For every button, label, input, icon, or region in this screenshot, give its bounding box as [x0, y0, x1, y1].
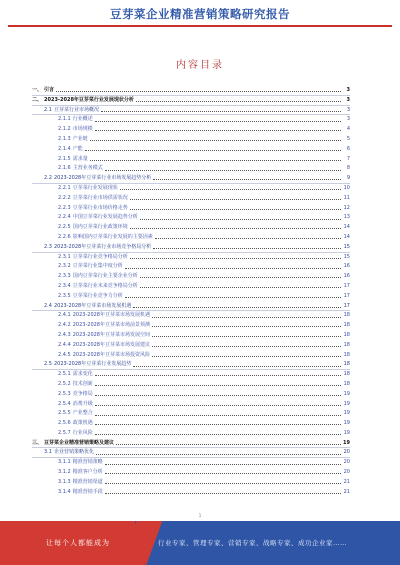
toc-dot-leader [95, 385, 341, 386]
toc-entry[interactable] [32, 106, 350, 116]
toc-entry-title: 产能 [72, 145, 83, 152]
toc-dot-leader [140, 277, 341, 278]
toc-entry-page: 3 [346, 87, 350, 93]
toc-entry-number: 2.5.3 [58, 390, 71, 397]
toc-entry[interactable] [32, 282, 350, 292]
toc-entry-page: 21 [343, 488, 350, 495]
toc-entry[interactable] [32, 302, 350, 312]
toc-dot-leader [140, 219, 341, 220]
toc-entry-number: 3.1.3 [58, 478, 71, 485]
toc-entry[interactable] [32, 243, 350, 253]
toc-entry-page: 17 [343, 292, 350, 299]
toc-entry-page: 18 [343, 351, 350, 358]
toc-entry-number: 2.5.2 [58, 380, 71, 387]
toc-dot-leader [153, 179, 341, 180]
toc-entry-page: 3 [346, 96, 350, 103]
toc-entry-title: 中国豆芽菜行业发展趋势分析 [72, 214, 138, 221]
toc-entry[interactable] [32, 419, 350, 429]
toc-entry-title: 豆芽菜行业发展现状 [72, 184, 118, 191]
toc-entry[interactable] [32, 164, 350, 174]
toc-entry-title: 产业整合 [72, 410, 93, 417]
toc-entry-page: 14 [343, 224, 350, 231]
toc-dot-leader [133, 307, 341, 308]
toc-entry-number: 2.4.5 [58, 351, 71, 358]
toc-entry-number: 2.5 [44, 361, 52, 368]
toc-entry[interactable] [32, 115, 350, 125]
toc-entry-number: 2.4.2 [58, 322, 71, 329]
toc-entry-title: 市场规模 [72, 126, 93, 133]
toc-entry[interactable] [32, 400, 350, 410]
toc-dot-leader [136, 101, 341, 102]
toc-entry-title: 2023-2028年豆芽菜市场前景预测 [72, 322, 150, 329]
toc-entry-title: 豆芽菜行业市场概况 [53, 106, 99, 113]
toc-dot-leader [130, 199, 341, 200]
toc-entry-title: 豆芽菜行业未来竞争格局分析 [72, 282, 138, 289]
toc-entry-page: 19 [343, 439, 350, 446]
toc-entry-title: 豆芽菜行业市场价格走势 [72, 204, 128, 211]
toc-entry-page: 18 [343, 322, 350, 329]
toc-entry-page: 3 [346, 116, 350, 123]
toc-dot-leader [95, 405, 341, 406]
toc-entry-page: 7 [346, 155, 350, 162]
toc-entry-title: 2023-2028年豆芽菜市场发展建议 [72, 341, 150, 348]
toc-entry-number: 2.3.2 [58, 263, 71, 270]
toc-entry-number: 3.1.1 [58, 459, 71, 466]
toc-dot-leader [105, 493, 341, 494]
toc-dot-leader [96, 454, 341, 455]
toc-dot-leader [125, 268, 341, 269]
toc-entry-number: 2.5.7 [58, 429, 71, 436]
toc-entry-number: 2.3.1 [58, 253, 71, 260]
toc-entry[interactable] [32, 360, 350, 370]
toc-entry-title: 2023-2028年豆芽菜市场发展空间 [72, 331, 150, 338]
toc-dot-leader [90, 160, 341, 161]
toc-entry[interactable] [32, 194, 350, 204]
report-title: 豆芽菜企业精准营销策略研究报告 [110, 7, 290, 21]
toc-entry[interactable] [32, 233, 350, 243]
toc-entry-page: 14 [343, 233, 350, 240]
toc-entry-number: 一、 [32, 87, 43, 93]
toc-entry[interactable] [32, 380, 350, 390]
toc-entry-page: 15 [343, 243, 350, 250]
toc-dot-leader [152, 317, 341, 318]
toc-entry-page: 16 [343, 263, 350, 270]
toc-entry[interactable] [32, 223, 350, 233]
toc-dot-leader [95, 395, 341, 396]
toc-entry-title: 国内豆芽菜行业政策环境 [72, 224, 128, 231]
toc-dot-leader [90, 140, 341, 141]
toc-entry-number: 2.5.6 [58, 420, 71, 427]
toc-entry-title: 消费升级 [72, 400, 93, 407]
toc-entry-number: 2.5.4 [58, 400, 71, 407]
toc-entry-page: 21 [343, 478, 350, 485]
toc-entry-number: 2.4.3 [58, 331, 71, 338]
toc-entry-number: 2.2.5 [58, 224, 71, 231]
toc-entry[interactable] [32, 135, 350, 145]
toc-dot-leader [130, 228, 341, 229]
toc-dot-leader [153, 248, 341, 249]
toc-entry-page: 4 [346, 126, 350, 133]
toc-entry-number: 2.2.1 [58, 184, 71, 191]
toc-entry-number: 2.3.5 [58, 292, 71, 299]
toc-entry-title: 企业营销策略优化 [53, 449, 94, 456]
toc-entry-page: 8 [346, 165, 350, 172]
toc-entry-title: 2023-2028年豆芽菜市场投资风险 [72, 351, 150, 358]
toc-entry[interactable] [32, 370, 350, 380]
toc-dot-leader [155, 238, 341, 239]
toc-entry-page: 17 [343, 302, 350, 309]
toc-dot-leader [105, 473, 341, 474]
toc-entry-page: 18 [343, 380, 350, 387]
toc-entry-number: 2.3.3 [58, 273, 71, 280]
toc-entry[interactable] [32, 272, 350, 282]
toc-entry-title: 豆芽菜行业市场供需状况 [72, 194, 128, 201]
toc-entry-number: 2.1.2 [58, 126, 71, 133]
toc-entry-page: 13 [343, 214, 350, 221]
toc-entry-number: 2.1.3 [58, 135, 71, 142]
toc-entry-page: 18 [343, 361, 350, 368]
toc-entry-title: 2023-2028年豆芽菜行业发展趋势 [53, 361, 132, 368]
toc-entry-page: 11 [343, 194, 350, 201]
toc-dot-leader [152, 346, 341, 347]
toc-entry[interactable] [32, 174, 350, 184]
toc-dot-leader [116, 444, 341, 445]
toc-entry-title: 产业链 [72, 135, 88, 142]
header-divider [8, 25, 392, 27]
toc-entry-page: 3 [346, 106, 350, 113]
toc-entry-title: 需求变化 [72, 371, 93, 378]
toc-entry-number: 2.2 [44, 175, 52, 182]
toc-entry[interactable] [32, 204, 350, 214]
toc-entry-page: 16 [343, 273, 350, 280]
toc-entry-page: 20 [343, 449, 350, 456]
toc-entry-title: 政策机遇 [72, 420, 93, 427]
toc-entry-page: 15 [343, 253, 350, 260]
toc-heading: 内容目录 [176, 60, 224, 71]
toc-entry[interactable] [32, 184, 350, 194]
toc-dot-leader [105, 483, 341, 484]
toc-entry[interactable] [32, 478, 350, 488]
toc-entry-page: 19 [343, 400, 350, 407]
toc-entry[interactable] [32, 429, 350, 439]
toc-entry-number: 2.1.4 [58, 145, 71, 152]
toc-entry[interactable] [32, 390, 350, 400]
toc-entry-title: 影响国内豆芽菜行业发展的主要因素 [72, 233, 153, 240]
toc-entry[interactable] [32, 311, 350, 321]
toc-entry-title: 精准营销手段 [72, 488, 103, 495]
toc-entry-page: 18 [343, 371, 350, 378]
toc-dot-leader [125, 297, 341, 298]
toc-entry-page: 18 [343, 312, 350, 319]
toc-dot-leader [140, 287, 341, 288]
toc-entry-page: 20 [343, 469, 350, 476]
toc-entry-page: 9 [346, 175, 350, 182]
toc-entry-page: 19 [343, 429, 350, 436]
toc-dot-leader [95, 434, 341, 435]
toc-entry[interactable] [32, 321, 350, 331]
toc-entry[interactable] [32, 125, 350, 135]
toc-entry-title: 行业概述 [72, 116, 93, 123]
toc-entry-number: 2.1.1 [58, 116, 71, 123]
footer-tagline: 行业专家、管理专家、营销专家、战略专家、成功企业家…… [158, 539, 347, 547]
toc-dot-leader [133, 366, 341, 367]
page-number: 1 [198, 513, 202, 518]
toc-entry[interactable] [32, 458, 350, 468]
toc-entry-title: 引言 [44, 87, 55, 93]
toc-dot-leader [101, 111, 341, 112]
toc-entry-number: 二、 [32, 96, 43, 103]
toc-entry[interactable] [32, 448, 350, 458]
toc-entry-number: 2.5.1 [58, 371, 71, 378]
toc-entry-page: 12 [343, 204, 350, 211]
toc-dot-leader [152, 336, 341, 337]
toc-dot-leader [120, 189, 341, 190]
toc-entry-number: 3.1 [44, 449, 52, 456]
toc-entry-number: 2.1 [44, 106, 52, 113]
toc-entry-number: 2.1.6 [58, 165, 71, 172]
toc-entry[interactable] [32, 86, 350, 96]
toc-entry-title: 行业风险 [72, 429, 93, 436]
toc-dot-leader [85, 150, 341, 151]
report-header [0, 0, 400, 27]
toc-entry[interactable] [32, 488, 350, 498]
table-of-contents [32, 86, 350, 497]
toc-entry[interactable] [32, 155, 350, 165]
toc-entry-title: 2023-2028年豆芽菜市场发展机遇 [72, 312, 150, 319]
toc-entry-title: 竞争格局 [72, 390, 93, 397]
toc-entry-number: 2.4 [44, 302, 52, 309]
toc-entry-title: 2023-2028年豆芽菜行业市场发展趋势分析 [53, 175, 152, 182]
toc-dot-leader [105, 464, 341, 465]
toc-entry-title: 主营业务模式 [72, 165, 103, 172]
toc-entry-page: 18 [343, 331, 350, 338]
toc-dot-leader [152, 356, 341, 357]
toc-entry[interactable] [32, 96, 350, 106]
toc-entry-number: 3.1.4 [58, 488, 71, 495]
toc-entry-title: 2023-2028年豆芽菜市场发展机遇 [53, 302, 132, 309]
toc-dot-leader [95, 130, 341, 131]
toc-entry[interactable] [32, 292, 350, 302]
toc-entry-number: 2.5.5 [58, 410, 71, 417]
toc-dot-leader [95, 415, 341, 416]
toc-entry-page: 17 [343, 282, 350, 289]
toc-entry[interactable] [32, 331, 350, 341]
toc-dot-leader [95, 424, 341, 425]
toc-entry[interactable] [32, 262, 350, 272]
toc-dot-leader [105, 170, 341, 171]
toc-entry-number: 2.2.4 [58, 214, 71, 221]
toc-entry-title: 豆芽菜企业精准营销策略及建议 [44, 439, 115, 446]
toc-entry-page: 20 [343, 459, 350, 466]
toc-entry-title: 技术创新 [72, 380, 93, 387]
toc-entry-number: 2.3.4 [58, 282, 71, 289]
toc-entry-title: 豆芽菜行业竞争力分析 [72, 292, 123, 299]
toc-dot-leader [56, 91, 341, 92]
toc-entry-title: 精准营销策略 [72, 459, 103, 466]
toc-entry-number: 2.2.3 [58, 204, 71, 211]
toc-entry-title: 国内豆芽菜行业主要企业分析 [72, 273, 138, 280]
toc-entry[interactable] [32, 145, 350, 155]
toc-entry-title: 2023-2028年豆芽菜行业发展现状分析 [44, 96, 134, 103]
toc-entry-page: 19 [343, 390, 350, 397]
footer-banner [0, 521, 400, 565]
toc-entry-page: 19 [343, 420, 350, 427]
toc-dot-leader [152, 326, 341, 327]
toc-entry[interactable] [32, 213, 350, 223]
footer-slogan: 让每个人都能成为 [46, 539, 110, 547]
toc-dot-leader [130, 209, 341, 210]
toc-entry-title: 精准营销渠道 [72, 478, 103, 485]
toc-entry-page: 6 [346, 145, 350, 152]
toc-entry-number: 2.2.6 [58, 233, 71, 240]
toc-entry-number: 2.4.1 [58, 312, 71, 319]
toc-entry[interactable] [32, 351, 350, 361]
toc-dot-leader [95, 121, 341, 122]
toc-entry-number: 2.4.4 [58, 341, 71, 348]
toc-entry-number: 2.3 [44, 243, 52, 250]
toc-entry[interactable] [32, 409, 350, 419]
toc-entry[interactable] [32, 468, 350, 478]
toc-entry-page: 19 [343, 410, 350, 417]
toc-entry-number: 2.1.5 [58, 155, 71, 162]
toc-entry[interactable] [32, 253, 350, 263]
toc-entry-page: 18 [343, 341, 350, 348]
toc-entry-title: 豆芽菜行业集中度分析 [72, 263, 123, 270]
toc-entry-title: 精准客户分析 [72, 469, 103, 476]
toc-entry-number: 三、 [32, 439, 43, 446]
toc-entry-title: 2023-2028年豆芽菜行业市场竞争格局分析 [53, 243, 152, 250]
toc-entry-page: 5 [346, 135, 350, 142]
toc-entry-title: 需求量 [72, 155, 88, 162]
toc-entry[interactable] [32, 439, 350, 449]
toc-entry[interactable] [32, 341, 350, 351]
toc-entry-title: 豆芽菜行业竞争格局分析 [72, 253, 128, 260]
toc-entry-page: 10 [343, 184, 350, 191]
toc-entry-number: 2.2.2 [58, 194, 71, 201]
toc-dot-leader [95, 375, 341, 376]
toc-dot-leader [130, 258, 341, 259]
toc-entry-number: 3.1.2 [58, 469, 71, 476]
